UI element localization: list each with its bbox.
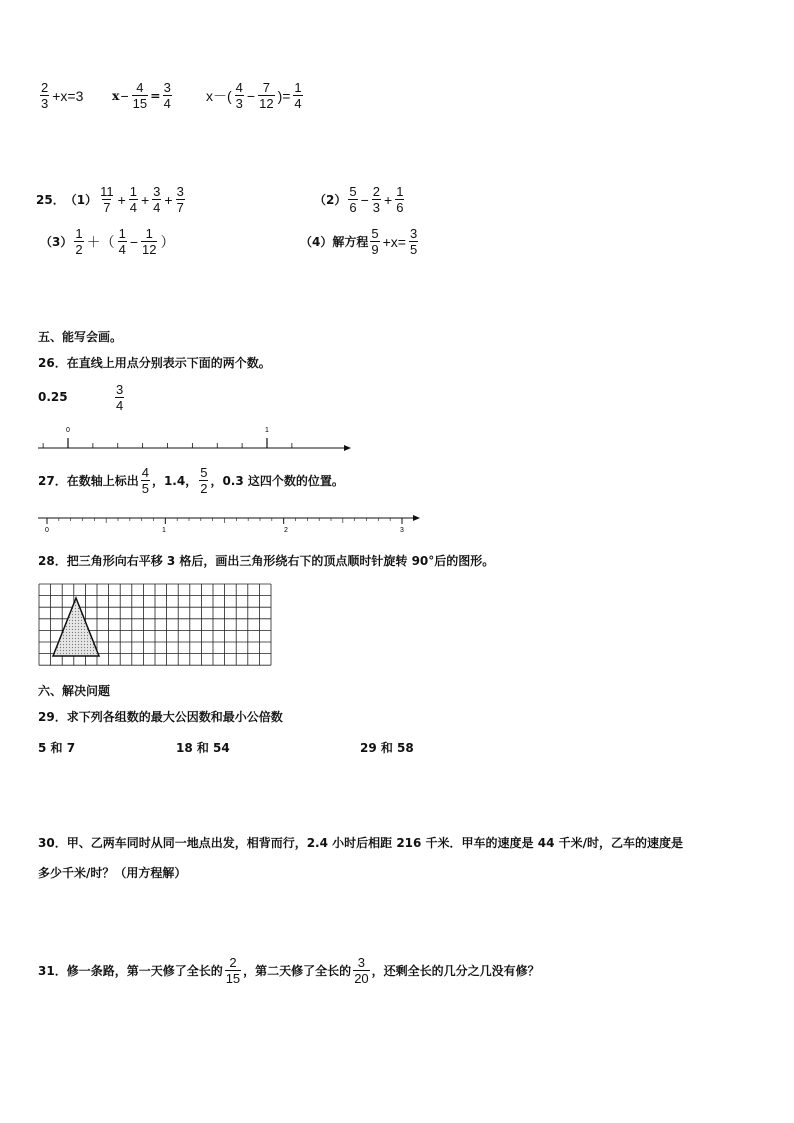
section-5-title: 五、能写会画。 (38, 330, 123, 344)
q26-fraction (113, 382, 126, 413)
fraction: $\frac{3}{7}$ (176, 184, 184, 215)
section-6-title: 六、解决问题 (38, 684, 111, 698)
fraction: $\frac{4}{3}$ (235, 80, 243, 111)
equation-2: x − $\frac{4}{15}$ = $\frac{3}{4}$ (112, 80, 171, 111)
q27-text: 27．在数轴上标出 $\frac{4}{5}$ ，1.4， $\frac{5}{2}$ ，0.3 这四个数的位置。 (38, 465, 344, 496)
q30-line-1: 30．甲、乙两车同时从同一地点出发，相背而行，2.4 小时后相距 216 千米．甲车的速度是 44 千米/时，乙车的速度是 (38, 836, 683, 850)
q26-number-line (36, 420, 356, 460)
tick-label-0: 0 (45, 527, 49, 534)
q29-pair-3: 29 和 58 (360, 741, 414, 755)
fraction: $\frac{1}{2}$ (75, 226, 83, 257)
shaded-triangle (53, 598, 99, 656)
tick-label-2: 2 (284, 527, 288, 534)
tick-label-3: 3 (400, 527, 404, 534)
tick-label-1: 1 (162, 527, 166, 534)
fraction: $\frac{5}{6}$ (349, 184, 357, 215)
axis-arrow (344, 445, 351, 451)
tick-label-1: 1 (265, 427, 269, 434)
fraction: $\frac{2}{15}$ (225, 955, 241, 986)
q25-part1: 25． （1） $\frac{11}{7}$ + $\frac{1}{4}$ + $\frac{3}{4}$ + $\frac{3}{7}$ (36, 184, 184, 215)
q26-number-1: 0.25 (38, 390, 68, 404)
fraction: $\frac{3}{5}$ (409, 226, 418, 257)
axis-arrow (413, 515, 420, 521)
fraction: $\frac{11}{7}$ (100, 184, 114, 215)
q28-grid (38, 583, 282, 673)
fraction: $\frac{1}{6}$ (396, 184, 404, 215)
fraction: $\frac{4}{5}$ (141, 465, 149, 496)
fraction: $\frac{3}{20}$ (354, 955, 369, 986)
fraction: $\frac{4}{15}$ (132, 80, 148, 111)
axis-ticks (47, 518, 402, 524)
fraction: $\frac{5}{9}$ (371, 226, 379, 257)
q25-part4: （4）解方程 $\frac{5}{9}$ +x= $\frac{3}{5}$ (300, 226, 418, 257)
fraction: $\frac{3}{4}$ (163, 80, 171, 111)
fraction: $\frac{2}{3}$ (372, 184, 381, 215)
fraction: $\frac{3}{4}$ (153, 184, 161, 215)
fraction: $\frac{2}{3}$ (41, 80, 49, 111)
tick-label-0: 0 (66, 427, 70, 434)
q30-line-2: 多少千米/时？（用方程解） (38, 866, 187, 880)
fraction: $\frac{1}{4}$ (118, 226, 126, 257)
fraction: $\frac{5}{2}$ (200, 465, 208, 496)
q31-text: 31．修一条路，第一天修了全长的 $\frac{2}{15}$ ，第二天修了全长的 $\frac{3}{20}$ ，还剩全长的几分之几没有修？ (38, 955, 540, 986)
equation-1: $\frac{2}{3}$ +x=3 (41, 80, 84, 111)
q29-pair-2: 18 和 54 (176, 741, 230, 755)
q26-text: 26．在直线上用点分别表示下面的两个数。 (38, 356, 271, 370)
fraction: $\frac{1}{4}$ (129, 184, 137, 215)
q25-part2: （2） $\frac{5}{6}$ − $\frac{2}{3}$ + $\frac{1}{6}$ (314, 184, 404, 215)
fraction: $\frac{1}{12}$ (142, 226, 157, 257)
axis-ticks (43, 438, 292, 448)
q25-part3: （3） $\frac{1}{2}$ ＋（ $\frac{1}{4}$ − $\frac{1}{12}$ ） (40, 226, 175, 257)
equation-3: x－( $\frac{4}{3}$ − $\frac{7}{12}$ )= $\frac{1}{4}$ (206, 80, 302, 111)
fraction: $\frac{1}{4}$ (294, 80, 302, 111)
q27-number-line (36, 508, 426, 538)
q29-pair-1: 5 和 7 (38, 741, 76, 755)
fraction: $\frac{3}{4}$ (116, 382, 124, 413)
q28-text: 28．把三角形向右平移 3 格后，画出三角形绕右下的顶点顺时针旋转 90°后的图形。 (38, 554, 495, 568)
fraction: $\frac{7}{12}$ (259, 80, 274, 111)
q29-text: 29．求下列各组数的最大公因数和最小公倍数 (38, 710, 283, 724)
